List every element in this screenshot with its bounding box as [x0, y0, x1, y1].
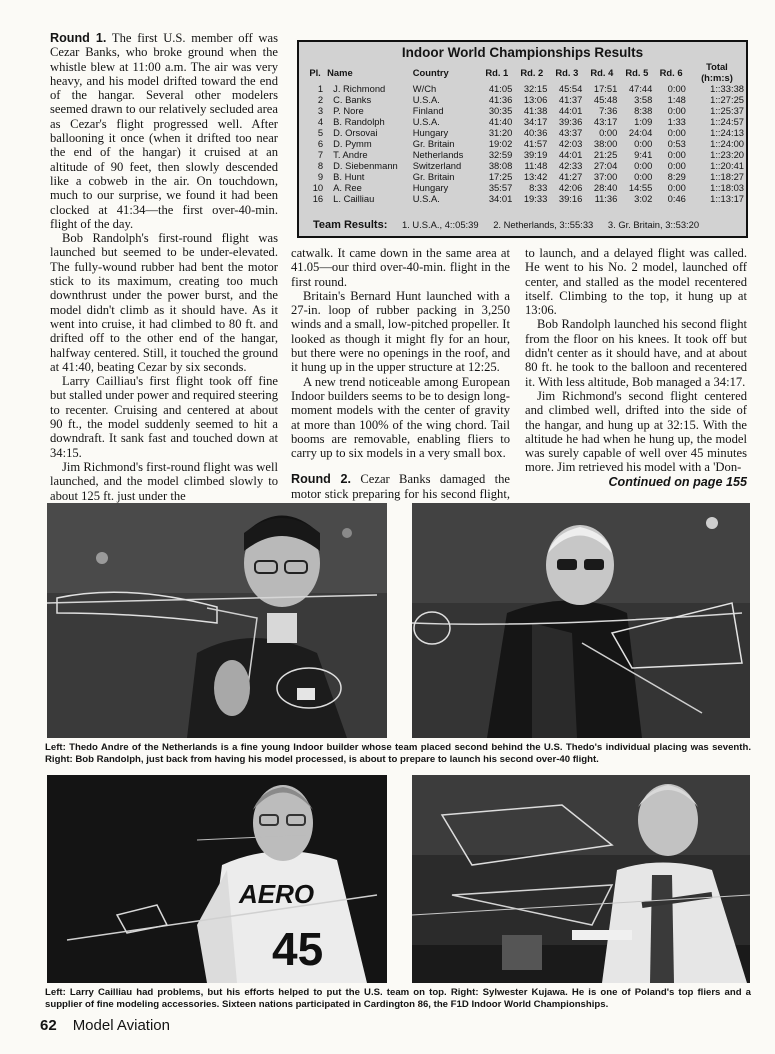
results-header-cell: Rd. 4	[590, 66, 614, 78]
caption-bottom: Left: Larry Cailliau had problems, but his efforts helped to put the U.S. team on top. Right: Sylwester Kujawa. He is one of Poland's top fliers and a supplier of fine modeling accessories. Sixteen nations participated in Cardington 86, the F1D Indoor World Championships.	[45, 987, 751, 1010]
round2-text: Cezar Banks damaged the motor stick preparing for his second flight,	[291, 472, 510, 501]
paragraph-randolph-round1: Bob Randolph's first-round flight was launched but seemed to be under-elevated. The fully-wound rubber had bent the motor stick to its maximum, creating too much downthrust under the power burst, and the model didn't climb as it should have. As it went into cruise, it had climbed to 80 ft. and drifted off to the other end of the hangar, halfway centered. Still, it touched the ground at 41:40, beating Cezar by six seconds.	[50, 231, 278, 374]
results-cell: P. Nore	[333, 105, 364, 116]
results-cell: Hungary	[412, 182, 449, 193]
results-cell: 1:09	[634, 116, 653, 127]
results-header-cell: Rd. 3	[555, 66, 579, 78]
results-cell: 41:05	[488, 83, 513, 94]
results-cell: 1::20:41	[710, 160, 744, 171]
caption-top: Left: Thedo Andre of the Netherlands is a fine young Indoor builder whose team placed second behind the U.S. Thedo's individual placing was seventh. Right: Bob Randolph, just back from having his model processed, is about to prepare to launch his second over-40 flight.	[45, 742, 751, 765]
results-row	[305, 193, 746, 204]
results-cell: 39:19	[523, 149, 548, 160]
results-header-row	[305, 61, 746, 83]
results-cell: 17:51	[593, 83, 618, 94]
team-results-label: Team Results:	[313, 219, 388, 231]
results-cell: 1::33:38	[710, 83, 744, 94]
results-cell: 19:33	[523, 193, 548, 204]
results-cell: 0:00	[634, 138, 653, 149]
results-row	[305, 105, 746, 116]
page-footer	[40, 1017, 170, 1034]
photo-sylwester-kujawa	[412, 775, 750, 983]
results-cell: 24:04	[628, 127, 653, 138]
results-cell: U.S.A.	[412, 116, 440, 127]
round1-heading: Round 1.	[50, 31, 107, 45]
results-cell: 0:00	[667, 83, 686, 94]
results-row	[305, 127, 746, 138]
results-row	[305, 149, 746, 160]
results-cell: D. Pymm	[333, 138, 372, 149]
results-cell: 38:00	[593, 138, 618, 149]
results-cell: 5	[317, 127, 324, 138]
results-cell: 32:15	[523, 83, 548, 94]
results-cell: 1::25:37	[710, 105, 744, 116]
results-cell: Gr. Britain	[412, 171, 455, 182]
paragraph-round1	[50, 31, 278, 231]
results-cell: 31:20	[488, 127, 513, 138]
results-cell: 3:02	[634, 193, 653, 204]
paragraph-hunt: Britain's Bernard Hunt launched with a 27-in. loop of rubber packing in 3,250 winds and a small, low-pitched propeller. It looked as though it might fly for an hour, but there were no openings in the roof, and it hung up in the upper structure at 12:25.	[291, 288, 510, 375]
results-cell: 1:33	[667, 116, 686, 127]
results-cell: 37:00	[593, 171, 618, 182]
results-cell: C. Banks	[333, 94, 372, 105]
results-title: Indoor World Championships Results	[401, 45, 644, 60]
results-cell: 19:02	[488, 138, 513, 149]
results-cell: 39:16	[558, 193, 583, 204]
photo-larry-cailliau	[47, 775, 387, 983]
results-row	[305, 171, 746, 182]
team-result-1: 1. U.S.A., 4::05:39	[401, 219, 479, 230]
results-cell: 38:08	[488, 160, 513, 171]
results-cell: 45:48	[593, 94, 618, 105]
results-cell: 1::24:00	[710, 138, 744, 149]
results-cell: 1::24:13	[710, 127, 744, 138]
results-cell: W/Ch	[412, 83, 437, 94]
results-cell: 0:00	[667, 160, 686, 171]
results-cell: 8	[317, 160, 324, 171]
results-cell: 39:36	[558, 116, 583, 127]
results-cell: Hungary	[412, 127, 449, 138]
results-table	[305, 61, 746, 204]
results-cell: 13:06	[523, 94, 548, 105]
results-cell: Netherlands	[412, 149, 464, 160]
results-cell: 47:44	[628, 83, 653, 94]
results-cell: 41:27	[558, 171, 583, 182]
article-column-middle	[291, 246, 510, 515]
results-cell: 1::18:27	[710, 171, 744, 182]
results-cell: 11:48	[524, 160, 548, 171]
results-cell: 42:06	[558, 182, 583, 193]
results-cell: 8:33	[529, 182, 548, 193]
results-cell: 1::27:25	[710, 94, 744, 105]
results-row	[305, 160, 746, 171]
results-cell: U.S.A.	[412, 193, 440, 204]
shirt-brand-text: AERO	[239, 879, 315, 909]
results-cell: 1::23:20	[710, 149, 744, 160]
photo-bob-randolph	[412, 503, 750, 738]
results-cell: 1::13:17	[710, 193, 744, 204]
results-cell: Finland	[412, 105, 444, 116]
results-header-cell: Rd. 1	[485, 66, 509, 78]
results-cell: 34:01	[488, 193, 513, 204]
results-cell: 1:48	[667, 94, 686, 105]
results-cell: 7	[317, 149, 324, 160]
results-cell: T. Andre	[333, 149, 368, 160]
results-cell: 43:17	[593, 116, 618, 127]
results-cell: 7:36	[599, 105, 618, 116]
results-cell: L. Cailliau	[333, 193, 375, 204]
team-results	[313, 219, 711, 231]
results-cell: 44:01	[558, 149, 583, 160]
results-cell: D. Orsovai	[333, 127, 378, 138]
article-column-left	[50, 31, 278, 503]
results-cell: 41:40	[488, 116, 513, 127]
results-cell: D. Siebenmann	[333, 160, 398, 171]
results-cell: 13:42	[523, 171, 548, 182]
paragraph-cailliau-round1: Larry Cailliau's first flight took off fine but stalled under power and required steering to recenter. Cruising and centered at about 90 ft., the model suddenly seemed to hit a downdraft. It sank fast and touched down at 34:15.	[50, 374, 279, 460]
results-cell: 17:25	[488, 171, 513, 182]
results-header-cell: Rd. 6	[659, 66, 683, 78]
results-header-cell: Name	[327, 66, 353, 78]
results-cell: Gr. Britain	[412, 138, 455, 149]
results-cell: 41:38	[523, 105, 548, 116]
results-header-cell: Rd. 2	[520, 66, 544, 78]
results-cell: 9	[317, 171, 324, 182]
results-cell: 27:04	[593, 160, 618, 171]
results-row	[305, 182, 746, 193]
magazine-name: Model Aviation	[72, 1017, 170, 1034]
results-cell: 45:54	[558, 83, 583, 94]
results-cell: J. Richmond	[333, 83, 386, 94]
results-cell: Switzerland	[412, 160, 462, 171]
article-column-right	[525, 246, 747, 489]
paragraph-richmond-round1: Jim Richmond's first-round flight was well launched, and the model climbed slowly to about 125 ft. just under the	[50, 459, 278, 503]
results-cell: 32:59	[488, 149, 513, 160]
results-header-cell: Pl.	[309, 66, 321, 78]
results-cell: 0:00	[634, 160, 653, 171]
results-cell: 0:00	[667, 182, 686, 193]
results-cell: 16	[312, 193, 324, 204]
paragraph-richmond-continued: catwalk. It came down in the same area at 41.05—our third over-40-min. flight in the first round.	[291, 246, 510, 289]
results-cell: 28:40	[593, 182, 618, 193]
results-row	[305, 83, 746, 94]
results-cell: 43:37	[558, 127, 583, 138]
results-cell: 41:37	[558, 94, 583, 105]
results-cell: 9:41	[634, 149, 653, 160]
results-cell: 10	[312, 182, 324, 193]
results-cell: 6	[317, 138, 324, 149]
results-cell: A. Ree	[333, 182, 362, 193]
results-cell: 3:58	[634, 94, 653, 105]
paragraph-european-trend: A new trend noticeable among European Indoor builders seems to be to design long-moment models with the center of gravity at more than 100% of the wing chord. Tail booms are removable, enabling fliers to carry up to six models in a very small box.	[291, 374, 510, 461]
shirt-number-text: 45	[272, 923, 324, 975]
results-cell: 0:00	[599, 127, 618, 138]
results-cell: 14:55	[628, 182, 653, 193]
results-row	[305, 94, 746, 105]
results-cell: 35:57	[488, 182, 513, 193]
results-cell: 0:00	[634, 171, 653, 182]
results-cell: 42:33	[558, 160, 583, 171]
results-cell: 30:35	[488, 105, 513, 116]
results-cell: 44:01	[558, 105, 583, 116]
results-cell: U.S.A.	[412, 94, 440, 105]
results-cell: 0:53	[667, 138, 686, 149]
results-body	[305, 83, 746, 204]
results-cell: 8:29	[667, 171, 686, 182]
results-cell: 1::24:57	[710, 116, 744, 127]
results-row	[305, 138, 746, 149]
results-cell: 8:38	[634, 105, 653, 116]
results-cell: 0:46	[667, 193, 686, 204]
results-cell: 41:36	[488, 94, 513, 105]
page-number: 62	[40, 1017, 57, 1034]
results-header-cell: Country	[412, 66, 449, 78]
results-cell: 0:00	[667, 127, 686, 138]
results-row	[305, 116, 746, 127]
team-result-3: 3. Gr. Britain, 3::53:20	[607, 219, 700, 230]
results-cell: 21:25	[593, 149, 618, 160]
results-cell: 34:17	[523, 116, 548, 127]
results-header-cell: Total (h:m:s)	[701, 61, 733, 83]
results-cell: 0:00	[667, 149, 686, 160]
results-cell: 4	[317, 116, 324, 127]
results-cell: 11:36	[594, 193, 618, 204]
paragraph-randolph-round2: Bob Randolph launched his second flight from the floor on his knees. It took off but didn't center as it should have, and at about 80 ft. he took to the balloon and recentered it. With less altitude, Bob managed a 34:17.	[525, 317, 747, 389]
photo-thedo-andre	[47, 503, 387, 738]
results-cell: 42:03	[558, 138, 583, 149]
paragraph-richmond-round2: Jim Richmond's second flight centered and climbed well, drifted into the side of the hangar, and hung up at 32:15. With the altitude he had when he hung up, the model was surely capable of well over 45 minutes more. Jim retrieved his model with a 'Don-	[525, 388, 747, 475]
results-cell: 1	[317, 83, 324, 94]
results-cell: 40:36	[523, 127, 548, 138]
results-cell: 2	[317, 94, 324, 105]
results-cell: 0:00	[667, 105, 686, 116]
continued-note: Continued on page 155	[608, 474, 747, 489]
round1-text: The first U.S. member off was Cezar Banks, who broke ground when the whistle blew at 11:00 a.m. The air was very heavy, and his model drifted toward the end of the hangar. Several other modelers seemed drawn to our relatively secluded area as Cezar's flight progressed well. After ballooning it once (when it drifted too near the end of the hangar) it cruised at an altitude of 90 feet, then slowly descended like a cobweb in the air. On touchdown, much to our surprise, we found it had been clocked at 41:34—the first over-40-min. flight of the day.	[50, 31, 279, 231]
results-cell: 41:57	[523, 138, 548, 149]
results-cell: B. Randolph	[333, 116, 385, 127]
results-cell: 3	[317, 105, 324, 116]
results-header-cell: Rd. 5	[625, 66, 649, 78]
results-table-box	[297, 40, 748, 238]
results-cell: 1::18:03	[710, 182, 744, 193]
team-result-2: 2. Netherlands, 3::55:33	[493, 219, 594, 230]
round2-heading: Round 2.	[291, 472, 352, 487]
results-cell: B. Hunt	[333, 171, 365, 182]
paragraph-banks-round2: to launch, and a delayed flight was called. He went to his No. 2 model, launched off center, and stalled as the model recentered itself. Climbing to the top, it hung up at 13:06.	[525, 246, 747, 318]
